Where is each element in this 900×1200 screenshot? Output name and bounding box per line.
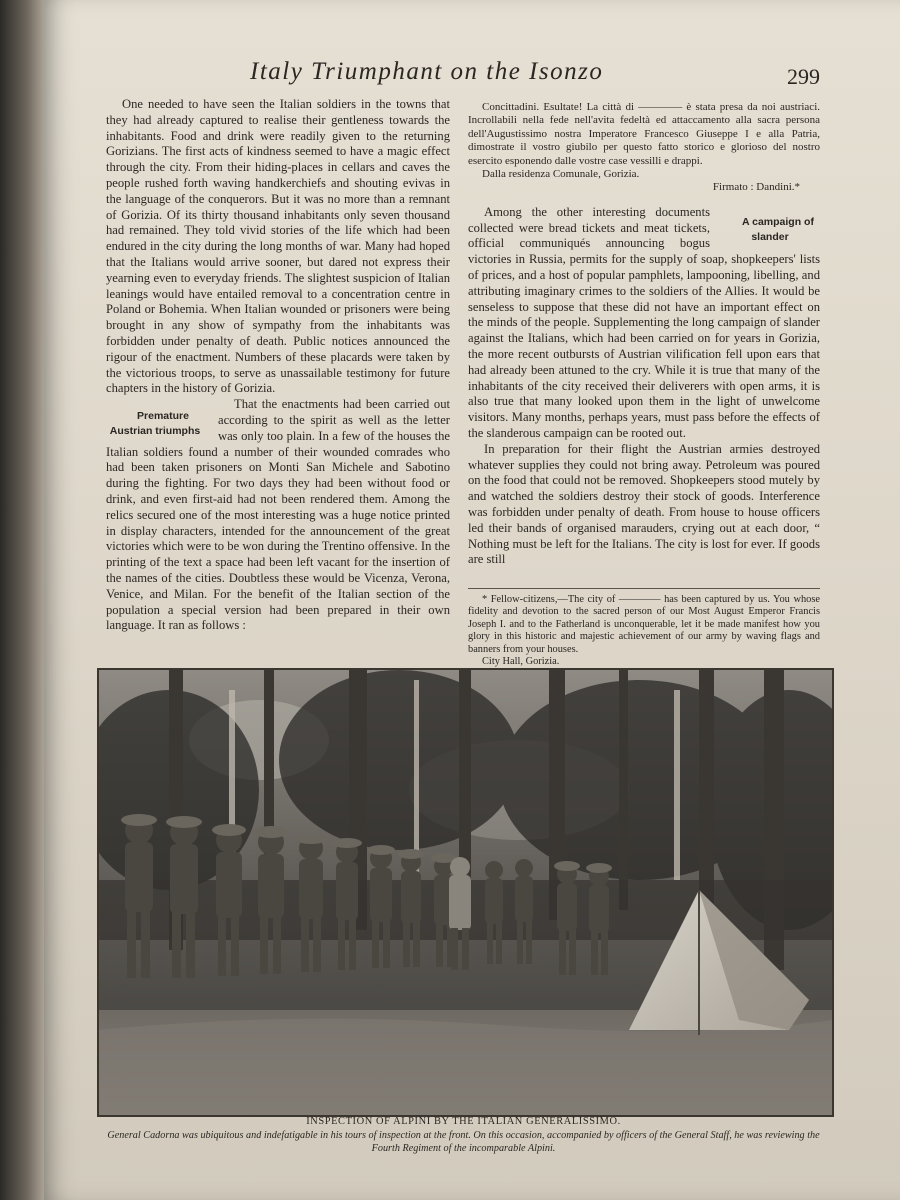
right-main-text [468, 205, 820, 568]
photo-caption-title: INSPECTION OF ALPINI BY THE ITALIAN GENERALISSIMO. [306, 1116, 621, 1127]
left-paragraph-2-text: That the enactments had been carried out according to the spirit as well as the letter was only too plain. In a few of the houses the Italian soldiers found a number of their wounded comrades who had been taken prisoners on Monti San Michele and Sabotino during the fighting. For two days they had been without food or drink, and even first-aid had not been rendered them. Among the relics secured one of the most interesting was a huge notice printed in display characters, intended for the announcement of the great victories which were to be won during the Trentino offensive. In the printing of the text a space had been left vacant for the insertion of the names of the cities. Doubtless these would be Vicenza, Verona, Venice, and Milan. For the benefit of the Italian section of the population a special version had been prepared in their own language. It ran as follows : [106, 397, 450, 633]
footnote-text: * Fellow-citizens,—The city of ———— has been captured by us. You whose fidelity and devotion to the sacred person of our Most August Emperor Francis Joseph I. and to the Fatherland is unconquerable, let it be made manifest how you glory in this historic and majestic achievement of our army by waving flags and banners from your houses. [468, 594, 820, 655]
book-gutter [0, 0, 48, 1200]
photograph-illustration [99, 670, 832, 1115]
right-column [468, 101, 820, 568]
proclamation-quote [468, 101, 820, 195]
photograph-alpini-inspection [97, 668, 834, 1117]
footnote-rule [468, 588, 820, 589]
left-column [106, 97, 450, 667]
proclamation-signature: Firmato : Dandini.* [712, 181, 800, 194]
right-paragraph-1-text: Among the other interesting documents collected were bread tickets and meat tickets, official communiqués announcing bogus victories in Russia, permits for the supply of soap, shopkeepers' lists of prices, and a host of popular pamphlets, lampooning, libelling, and attributing imaginary crimes to the soldiers of the Allies. It would be senseless to suppose that these did not have an important effect on the minds of the people. Supplementing the long campaign of slander against the Italians, which had been carried on for years in Gorizia, the more recent outbursts of Austrian vilification fell upon ears that had already been attuned to the cry. While it is true that many of the inhabitants of the city received their deliverers with open arms, it is also true that many looked upon them in the light of unwelcome visitors. Many months, perhaps years, must pass before the effects of the slanderous campaign can be rooted out. [468, 204, 820, 440]
sidenote-premature-austrian-triumphs: Premature Austrian triumphs [109, 410, 201, 438]
sidenote-campaign-of-slander: A campaign of slander [742, 215, 814, 243]
left-paragraph-2 [106, 397, 450, 634]
right-paragraph-1 [468, 205, 820, 442]
right-paragraph-2: In preparation for their flight the Austrian armies destroyed whatever supplies they could not bring away. Petroleum was poured on the food that could not be removed. Shopkeepers stood mutely by and watched the soldiers destroy their stock of goods. Interference was forbidden under penalty of death. From house to house officers led their bands of organised marauders, crying out at each door, “ Nothing must be left for the Italians. The city is lost for ever. If goods are still [468, 441, 820, 567]
proclamation-place: Dalla residenza Comunale, Gorizia. [482, 168, 640, 181]
photo-caption-text: General Cadorna was ubiquitous and indefatigable in his tours of inspection at the front. On this occasion, accompanied by officers of the General Staff, he was reviewing the Fourth Regiment of the incomparable Alpini. [107, 1130, 820, 1154]
running-head: Italy Triumphant on the Isonzo [250, 58, 604, 85]
proclamation-text: Concittadini. Esultate! La città di ———— è stata presa da noi austriaci. Incrollabili nella fede nell'avita fedeltà ed attaccamento alla sacra persona dell'Augustissimo nostra Imperatore Francesco Giuseppe I e alla Patria, dimostrate il vostro giubilo per questo fatto storico e glorioso del nostro esercito esponendo dalle vostre case vessilli e drappi. [468, 101, 820, 167]
left-paragraph-1: One needed to have seen the Italian soldiers in the towns that they had already captured to realise their gentleness towards the inhabitants. Food and drink were readily given to the returning Gorizians. The first acts of kindness seemed to have a magic effect through the city. From their hiding-places in cellars and caves the people rushed forth waving handkerchiefs and shouting evivas in the language of the conquerors. But it was no more than a remnant of Gorizia. Of its thirty thousand inhabitants only seven thousand had remained. They told vivid stories of the life which had been endured in the city during the long months of war. Many had hoped that the Italians would arrive sooner, but dared not express their yearning even to everyday friends. The slightest suspicion of Italian leanings would have entailed removal to a concentration centre in Poland or Bohemia. When Italian wounded or prisoners were being brought in any show of sympathy from the inhabitants was forbidden under penalty of death. Public notices announced the rigour of the enactment. Numbers of these placards were taken by the victorious troops, to serve as unassailable testimony for future chapters in the history of Gorizia. [106, 97, 450, 396]
footnote-place: City Hall, Gorizia. [482, 656, 560, 668]
page-number: 299 [787, 64, 820, 89]
